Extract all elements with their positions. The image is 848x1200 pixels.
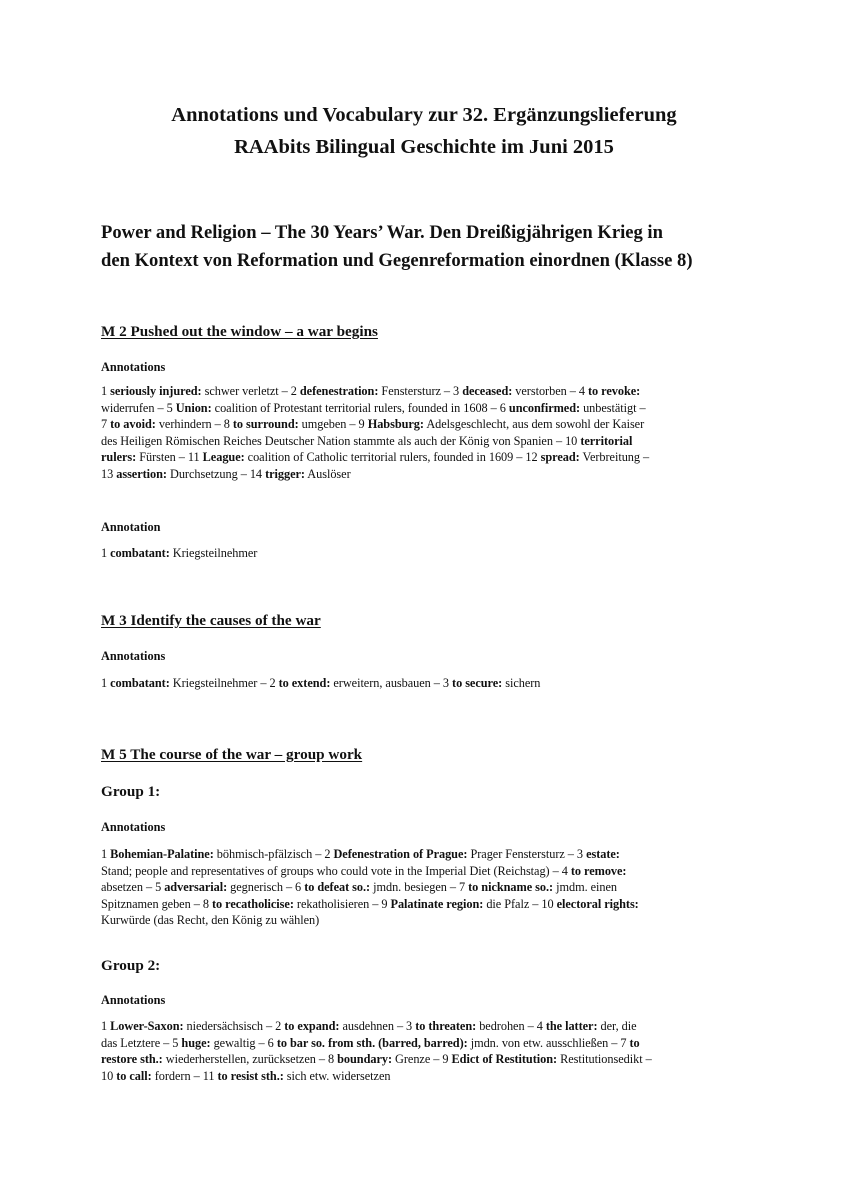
vocabulary-term: to bar so. from sth. (barred, barred): [276, 1035, 468, 1050]
annotations-text-m2 [101, 383, 751, 483]
vocabulary-definition: niedersächsisch – 2 [183, 1019, 285, 1033]
vocabulary-definition: 1 [101, 384, 111, 398]
vocabulary-term: to recatholicise: [211, 896, 294, 911]
vocabulary-definition: Stand; people and representatives of groups who could vote in the Imperial Diet (Reichstag) – 4 [101, 863, 571, 878]
vocabulary-term: to secure: [452, 676, 503, 690]
vocabulary-term: to nickname so.: [468, 880, 554, 895]
annotations-label-group-1: Annotations [101, 820, 166, 834]
vocabulary-term: estate: [586, 847, 620, 861]
section-heading-m5: M 5 The course of the war – group work [101, 746, 363, 763]
annotation-line [101, 400, 751, 417]
annotation-line [101, 545, 751, 562]
vocabulary-definition: widerrufen – 5 [101, 400, 176, 415]
vocabulary-term: to avoid: [110, 417, 156, 432]
section-heading-m2: M 2 Pushed out the window – a war begins [101, 323, 378, 340]
vocabulary-definition: das Letztere – 5 [101, 1035, 182, 1050]
vocabulary-term: League: [202, 450, 245, 465]
vocabulary-definition: Auslöser [304, 466, 351, 481]
vocabulary-definition: jmdn. besiegen – 7 [370, 880, 469, 895]
vocabulary-term: defenestration: [299, 384, 379, 398]
annotation-line [101, 433, 751, 450]
vocabulary-definition: 10 [101, 1068, 117, 1083]
vocabulary-term: boundary: [337, 1052, 393, 1067]
vocabulary-definition: Restitutionsedikt – [557, 1052, 652, 1067]
vocabulary-definition: 1 [101, 1019, 111, 1033]
vocabulary-definition: Durchsetzung – 14 [166, 466, 266, 481]
vocabulary-term: combatant: [110, 546, 170, 560]
vocabulary-definition: Kriegsteilnehmer [169, 546, 258, 560]
vocabulary-definition: wiederherstellen, zurücksetzen – 8 [162, 1052, 338, 1067]
vocabulary-term: to defeat so.: [304, 880, 371, 895]
vocabulary-term: adversarial: [164, 880, 228, 895]
vocabulary-term: to remove: [570, 863, 627, 878]
document-title-line-2: RAAbits Bilingual Geschichte im Juni 2015 [234, 136, 614, 158]
vocabulary-term: rulers: [101, 450, 137, 465]
annotation-line [101, 1018, 751, 1035]
unit-title-line-1: Power and Religion – The 30 Years’ War. Den Dreißigjährigen Krieg in [101, 222, 663, 243]
vocabulary-definition: Kurwürde (das Recht, den König zu wählen) [101, 913, 320, 928]
vocabulary-term: Edict of Restitution: [451, 1052, 558, 1067]
vocabulary-definition: verhindern – 8 [155, 417, 233, 432]
vocabulary-definition: der, die [597, 1019, 637, 1033]
vocabulary-definition: gegnerisch – 6 [227, 880, 305, 895]
vocabulary-definition: Verbreitung – [579, 450, 650, 465]
vocabulary-definition: bedrohen – 4 [476, 1019, 546, 1033]
vocabulary-definition: Prager Fenstersturz – 3 [467, 847, 587, 861]
vocabulary-term: Lower-Saxon: [110, 1019, 184, 1033]
vocabulary-term: spread: [540, 450, 580, 465]
vocabulary-term: to threaten: [415, 1019, 477, 1033]
vocabulary-term: to resist sth.: [217, 1068, 284, 1083]
annotations-text-m3 [101, 675, 751, 692]
annotation-line [101, 879, 751, 896]
annotations-label-m3: Annotations [101, 649, 166, 663]
vocabulary-term: unconfirmed: [508, 400, 581, 415]
vocabulary-definition: 1 [101, 546, 111, 560]
vocabulary-term: trigger: [265, 466, 305, 481]
vocabulary-definition: Adelsgeschlecht, aus dem sowohl der Kaiser [423, 417, 645, 432]
vocabulary-definition: 13 [101, 466, 117, 481]
vocabulary-term: Bohemian-Palatine: [110, 847, 214, 861]
annotations-text-group-1 [101, 846, 751, 929]
vocabulary-term: assertion: [116, 466, 167, 481]
vocabulary-definition: schwer verletzt – 2 [201, 384, 300, 398]
annotation-line [101, 896, 751, 913]
vocabulary-term: Palatinate region: [390, 896, 484, 911]
vocabulary-term: deceased: [462, 384, 513, 398]
vocabulary-term: to surround: [232, 417, 299, 432]
group-heading-1: Group 1: [101, 783, 161, 800]
vocabulary-definition: ausdehnen – 3 [339, 1019, 416, 1033]
vocabulary-definition: sichern [502, 676, 541, 690]
vocabulary-definition: Spitznamen geben – 8 [101, 896, 212, 911]
unit-title-line-2: den Kontext von Reformation und Gegenreformation einordnen (Klasse 8) [101, 250, 693, 271]
vocabulary-definition: absetzen – 5 [101, 880, 165, 895]
vocabulary-definition: 1 [101, 847, 111, 861]
vocabulary-term: electoral rights: [556, 896, 639, 911]
vocabulary-term: Union: [175, 400, 212, 415]
vocabulary-definition: rekatholisieren – 9 [293, 896, 391, 911]
vocabulary-definition: fordern – 11 [151, 1068, 218, 1083]
vocabulary-definition: böhmisch-pfälzisch – 2 [213, 847, 334, 861]
annotations-text-group-2 [101, 1018, 751, 1084]
vocabulary-definition: umgeben – 9 [298, 417, 368, 432]
vocabulary-term: to expand: [284, 1019, 340, 1033]
vocabulary-term: restore sth.: [101, 1052, 163, 1067]
vocabulary-definition: des Heiligen Römischen Reiches Deutscher Nation stammte als auch der König von Spanien – 10 [101, 433, 581, 448]
vocabulary-definition: sich etw. widersetzen [283, 1068, 391, 1083]
vocabulary-definition: Grenze – 9 [392, 1052, 452, 1067]
vocabulary-term: to extend: [278, 676, 331, 690]
document-title-line-1: Annotations und Vocabulary zur 32. Ergänzungslieferung [171, 104, 677, 126]
annotation-line [101, 1068, 751, 1085]
annotation-line [101, 1035, 751, 1052]
annotation-line [101, 863, 751, 880]
vocabulary-definition: erweitern, ausbauen – 3 [330, 676, 453, 690]
annotation-line [101, 675, 751, 692]
vocabulary-definition: coalition of Catholic territorial rulers, founded in 1609 – 12 [244, 450, 541, 465]
annotation-line [101, 416, 751, 433]
vocabulary-definition: 1 [101, 676, 111, 690]
vocabulary-definition: unbestätigt – [580, 400, 646, 415]
annotation-line [101, 383, 751, 400]
vocabulary-term: territorial [580, 433, 633, 448]
vocabulary-term: to revoke: [587, 384, 641, 398]
vocabulary-term: to [629, 1035, 640, 1050]
annotations-label-m2: Annotations [101, 360, 166, 374]
annotation-text-m2 [101, 545, 751, 562]
annotation-line [101, 1051, 751, 1068]
vocabulary-definition: 7 [101, 417, 111, 432]
annotation-line [101, 912, 751, 929]
annotation-line [101, 449, 751, 466]
annotation-line [101, 466, 751, 483]
vocabulary-definition: jmdm. einen [553, 880, 618, 895]
annotation-line [101, 846, 751, 863]
vocabulary-definition: Fenstersturz – 3 [378, 384, 463, 398]
vocabulary-definition: verstorben – 4 [512, 384, 588, 398]
vocabulary-term: Defenestration of Prague: [333, 847, 468, 861]
vocabulary-term: seriously injured: [110, 384, 202, 398]
group-heading-2: Group 2: [101, 957, 161, 974]
vocabulary-term: Habsburg: [367, 417, 424, 432]
vocabulary-term: huge: [181, 1035, 211, 1050]
vocabulary-term: to call: [116, 1068, 152, 1083]
annotations-label-group-2: Annotations [101, 993, 166, 1007]
section-heading-m3: M 3 Identify the causes of the war [101, 612, 321, 629]
vocabulary-definition: Fürsten – 11 [136, 450, 203, 465]
vocabulary-definition: Kriegsteilnehmer – 2 [169, 676, 279, 690]
vocabulary-definition: gewaltig – 6 [210, 1035, 277, 1050]
vocabulary-term: the latter: [545, 1019, 598, 1033]
vocabulary-definition: coalition of Protestant territorial rulers, founded in 1608 – 6 [211, 400, 509, 415]
vocabulary-definition: die Pfalz – 10 [483, 896, 557, 911]
vocabulary-term: combatant: [110, 676, 170, 690]
annotation-label-m2: Annotation [101, 520, 161, 534]
vocabulary-definition: jmdn. von etw. ausschließen – 7 [467, 1035, 630, 1050]
